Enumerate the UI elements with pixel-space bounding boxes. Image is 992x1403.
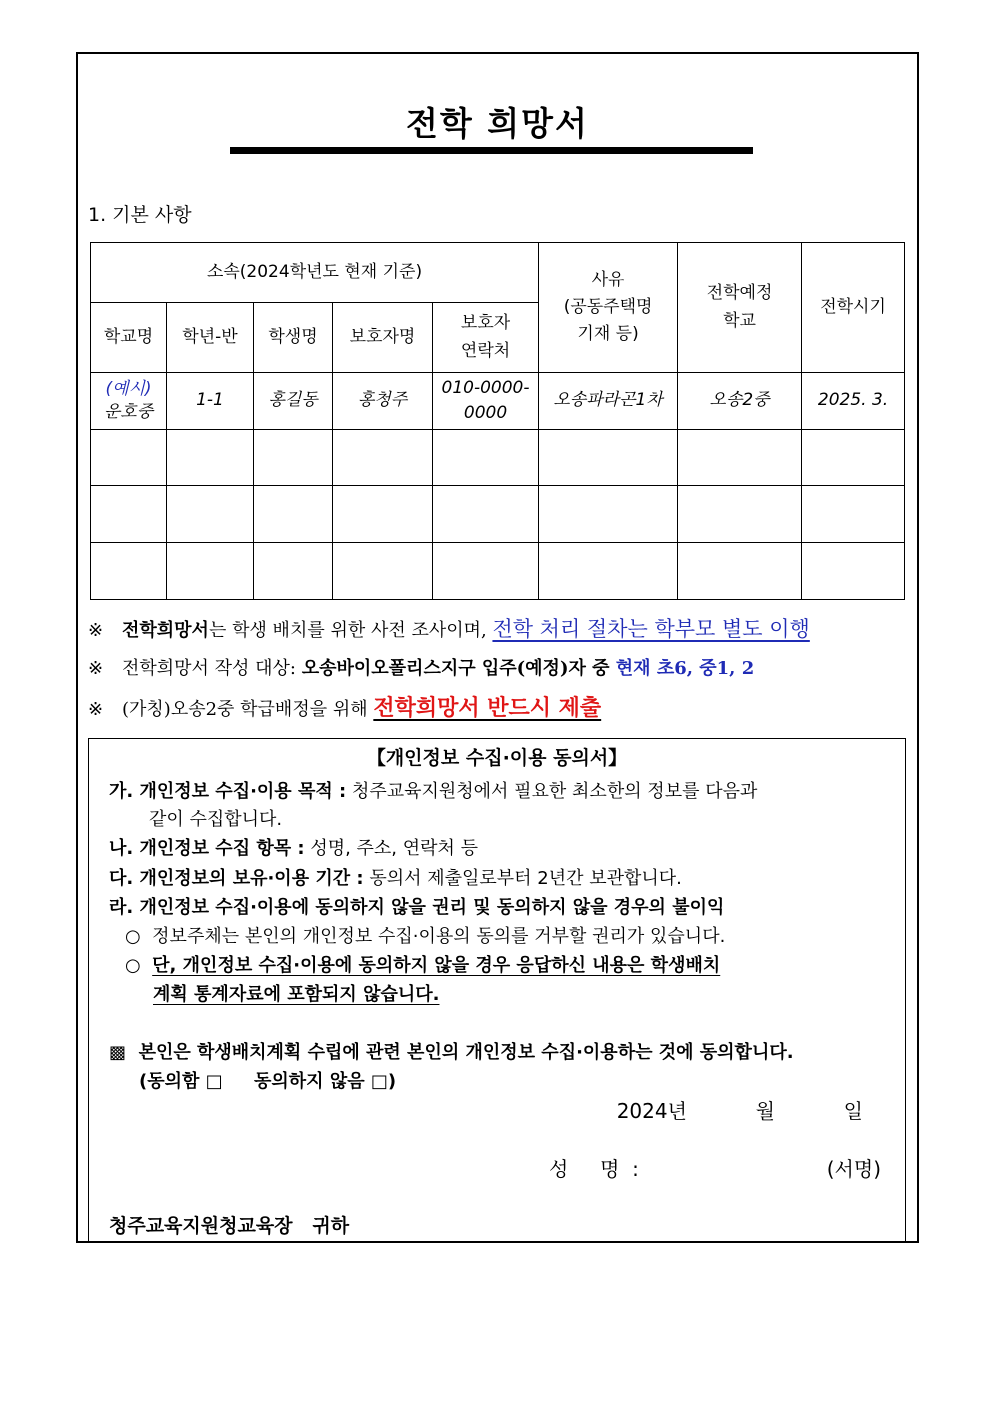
basic-info-table	[90, 242, 905, 600]
transfer-time-header: 전학시기	[802, 243, 905, 373]
guardian-name-header: 보호자명	[333, 303, 433, 373]
consent-options[interactable]: (동의함 □ 동의하지 않음 □)	[139, 1071, 397, 1092]
student-name-header: 학생명	[254, 303, 333, 373]
consent-title: 【개인정보 수집·이용 동의서】	[366, 747, 628, 769]
consent-item-na: 나. 개인정보 수집 항목 : 성명, 주소, 연락처 등	[109, 838, 479, 859]
signature-line	[549, 1153, 881, 1182]
consent-item-ga-cont: 같이 수집합니다.	[149, 809, 283, 830]
table-row	[91, 430, 905, 486]
grade-class-header: 학년-반	[167, 303, 254, 373]
note-3: ※ (가칭)오송2중 학급배정을 위해 전학희망서 반드시 제출	[88, 696, 602, 721]
example-grade-class: 1-1	[167, 373, 254, 430]
note-2: ※ 전학희망서 작성 대상: 오송바이오폴리스지구 입주(예정)자 중 현재 초6, 중1, 2	[88, 658, 755, 679]
consent-item-ga: 가. 개인정보 수집·이용 목적 : 청주교육지원청에서 필요한 최소한의 정보를 다음과	[109, 781, 758, 802]
note-mark: ※	[88, 620, 104, 641]
note-1: ※ 전학희망서는 학생 배치를 위한 사전 조사이며, 전학 처리 절차는 학부모 별도 이행	[88, 609, 908, 649]
name-label: 성 명 :	[549, 1157, 639, 1181]
recipient-line: 청주교육지원청교육장 귀하	[109, 1215, 350, 1237]
example-school: 운호중	[103, 402, 154, 422]
date-year: 2024년	[616, 1099, 687, 1123]
example-prefix: (예시)	[105, 379, 152, 400]
reason-header: 사유 (공동주택명 기재 등)	[539, 243, 678, 373]
example-contact: 010-0000- 0000	[433, 373, 539, 430]
example-student: 홍길동	[254, 373, 333, 430]
affiliation-header: 소속(2024학년도 현재 기준)	[91, 243, 539, 303]
consent-bullet-2-cont: 계획 통계자료에 포함되지 않습니다.	[153, 984, 440, 1005]
title-underline	[230, 147, 753, 154]
document-frame	[76, 52, 919, 1243]
consent-bullet-1: ○ 정보주체는 본인의 개인정보 수집·이용의 동의를 거부할 권리가 있습니다.	[125, 926, 726, 947]
guardian-contact-header: 보호자 연락처	[433, 303, 539, 373]
consent-agreement: ▩ 본인은 학생배치계획 수립에 관련 본인의 개인정보 수집·이용하는 것에 동의합니다.	[109, 1042, 794, 1063]
agree-mark-icon: ▩	[109, 1042, 127, 1063]
example-time: 2025. 3.	[802, 373, 905, 430]
consent-item-da: 다. 개인정보의 보유·이용 기간 : 동의서 제출일로부터 2년간 보관합니다.	[109, 868, 682, 889]
table-row	[91, 543, 905, 600]
table-row	[91, 373, 905, 430]
example-guardian: 홍청주	[333, 373, 433, 430]
target-school-header: 전학예정 학교	[678, 243, 802, 373]
section-basic-info-heading: 1. 기본 사항	[88, 204, 192, 226]
example-reason: 오송파라곤1차	[539, 373, 678, 430]
date-line	[617, 1095, 863, 1124]
notes	[88, 609, 908, 729]
consent-bullet-2: ○ 단, 개인정보 수집·이용에 동의하지 않을 경우 응답하신 내용은 학생배치	[125, 955, 721, 976]
example-school-cell	[91, 373, 167, 430]
date-month: 월	[755, 1099, 775, 1123]
consent-item-ra: 라. 개인정보 수집·이용에 동의하지 않을 권리 및 동의하지 않을 경우의 불이익	[109, 897, 725, 918]
table-row	[91, 486, 905, 543]
school-name-header: 학교명	[91, 303, 167, 373]
privacy-consent-box	[88, 738, 906, 1243]
document-title: 전학 희망서	[406, 104, 589, 143]
date-day: 일	[843, 1099, 863, 1123]
signature-label[interactable]: (서명)	[826, 1157, 881, 1181]
example-target-school: 오송2중	[678, 373, 802, 430]
